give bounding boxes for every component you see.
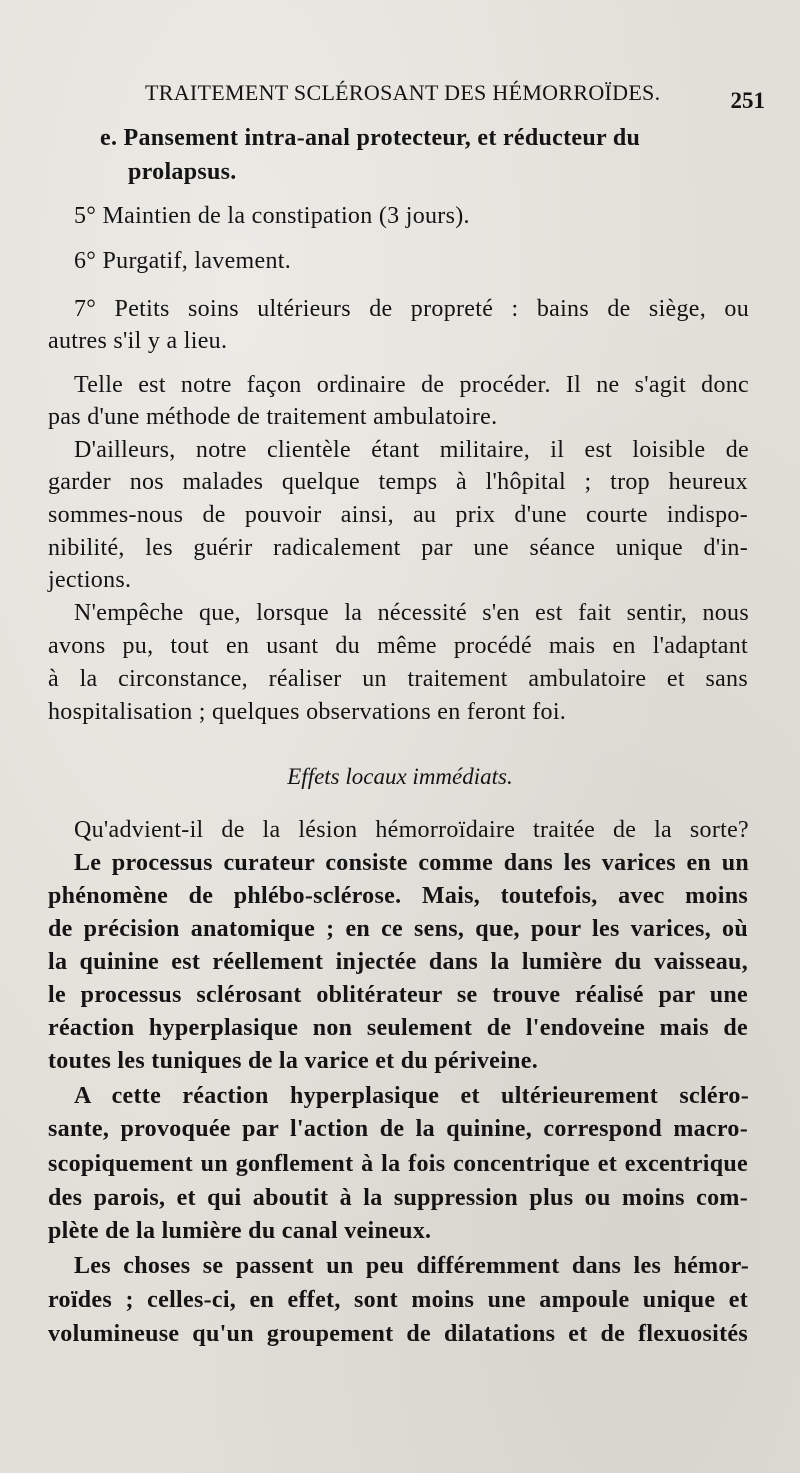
section-heading: Effets locaux immédiats. [287, 764, 513, 789]
text-line: Qu'advient-il de la lésion hémorroïdaire traitée de la sorte? [74, 817, 749, 843]
text-line: des parois, et qui aboutit à la suppression plus ou moins com- [48, 1185, 748, 1211]
running-head [145, 78, 765, 114]
text-line: hospitalisation ; quelques observations en feront foi. [48, 699, 567, 725]
page-number: 251 [730, 88, 765, 113]
text-line: 5° Maintien de la constipation (3 jours). [74, 203, 470, 229]
text-line: e. Pansement intra-anal protecteur, et réducteur du [100, 125, 641, 151]
text-line: sante, provoquée par l'action de la quinine, correspond macro- [48, 1116, 748, 1142]
text-line: garder nos malades quelque temps à l'hôpital ; trop heureux [48, 469, 748, 495]
text-line: la quinine est réellement injectée dans la lumière du vaisseau, [48, 949, 748, 975]
text-line: prolapsus. [128, 159, 237, 185]
text-line: scopiquement un gonflement à la fois concentrique et excentrique [48, 1151, 748, 1177]
text-line: Le processus curateur consiste comme dans les varices en un [74, 850, 749, 876]
text-line: plète de la lumière du canal veineux. [48, 1218, 432, 1244]
text-line: pas d'une méthode de traitement ambulatoire. [48, 404, 498, 430]
text-line: sommes-nous de pouvoir ainsi, au prix d'une courte indispo- [48, 502, 748, 528]
text-line: à la circonstance, réaliser un traitement ambulatoire et sans [48, 666, 748, 692]
text-line: réaction hyperplasique non seulement de l'endoveine mais de [48, 1015, 748, 1041]
text-line: de précision anatomique ; en ce sens, que, pour les varices, où [48, 916, 748, 942]
text-line: D'ailleurs, notre clientèle étant militaire, il est loisible de [74, 437, 749, 463]
text-line: A cette réaction hyperplasique et ultérieurement scléro- [74, 1083, 749, 1109]
text-line: avons pu, tout en usant du même procédé mais en l'adaptant [48, 633, 748, 659]
running-title: TRAITEMENT SCLÉROSANT DES HÉMORROÏDES. [145, 80, 661, 105]
text-line: le processus sclérosant oblitérateur se trouve réalisé par une [48, 982, 748, 1008]
text-line: phénomène de phlébo-sclérose. Mais, toutefois, avec moins [48, 883, 748, 909]
text-line: jections. [48, 567, 132, 593]
text-line: roïdes ; celles-ci, en effet, sont moins une ampoule unique et [48, 1287, 748, 1313]
text-line: autres s'il y a lieu. [48, 328, 228, 354]
text-line: toutes les tuniques de la varice et du périveine. [48, 1048, 539, 1074]
text-line: volumineuse qu'un groupement de dilatations et de flexuosités [48, 1321, 748, 1347]
text-line: Telle est notre façon ordinaire de procéder. Il ne s'agit donc [74, 372, 749, 398]
text-line: Les choses se passent un peu différemment dans les hémor- [74, 1253, 749, 1279]
text-line: 6° Purgatif, lavement. [74, 248, 292, 274]
text-line: 7° Petits soins ultérieurs de propreté : bains de siège, ou [74, 296, 749, 322]
text-line: N'empêche que, lorsque la nécessité s'en est fait sentir, nous [74, 600, 749, 626]
text-line: nibilité, les guérir radicalement par une séance unique d'in- [48, 535, 748, 561]
